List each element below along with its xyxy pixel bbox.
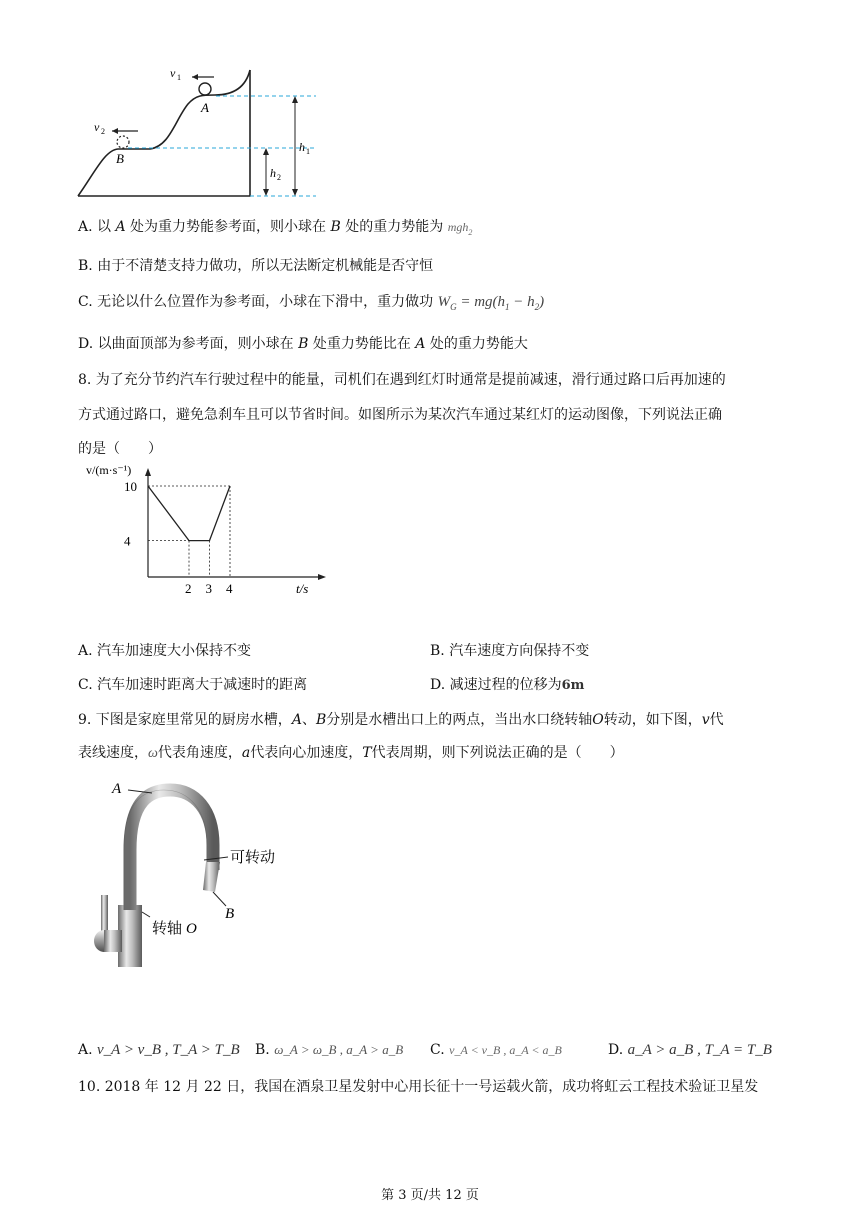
faucet-figure	[80, 776, 310, 986]
ball-a	[199, 83, 211, 95]
q9-option-b[interactable]	[255, 1040, 403, 1060]
label-v1-sub: 1	[177, 73, 181, 82]
label-v1: v	[170, 66, 176, 80]
q9-opt-c-label: C.	[430, 1042, 445, 1058]
q7-opt-a-formula-sub: 2	[468, 227, 473, 237]
x-tick-label: 3	[205, 581, 212, 596]
label-v2-sub: 2	[101, 127, 105, 136]
label-h2-sub: 2	[277, 173, 281, 182]
q8-option-b[interactable]: B. 汽车速度方向保持不变	[430, 643, 590, 659]
faucet-head	[203, 862, 220, 892]
q7-opt-d-text2: 处重力势能比在	[312, 336, 411, 352]
q8-option-d[interactable]	[430, 675, 584, 696]
q7-opt-a-text3: 处的重力势能为	[345, 219, 444, 235]
q7-opt-a-formula: mgh	[447, 220, 469, 234]
label-a: A	[201, 100, 209, 115]
q9-opt-d-formula: a_A > a_B , T_A = T_B	[627, 1042, 772, 1058]
q9-opt-a-label: A.	[78, 1042, 93, 1058]
q7-opt-a-text: A. 以	[78, 219, 112, 235]
x-axis-label: t/s	[296, 581, 309, 596]
q9-option-a[interactable]	[78, 1040, 240, 1060]
x-tick-label: 2	[185, 581, 192, 596]
q9-option-d[interactable]	[608, 1040, 772, 1060]
q9-opt-b-label: B.	[255, 1042, 270, 1058]
q9-opt-d-label: D.	[608, 1042, 624, 1058]
q8-stem-line3: 的是（ ）	[78, 441, 162, 457]
q8-opt-d-value: 6m	[561, 678, 585, 693]
q7-opt-a-var: A	[115, 219, 126, 235]
q7-option-d[interactable]	[78, 334, 528, 354]
label-b: B	[116, 151, 124, 166]
faucet-lever	[101, 895, 108, 933]
q7-option-a[interactable]	[78, 217, 472, 243]
q7-opt-d-var2: A	[415, 336, 426, 352]
faucet-label-a: A	[112, 781, 122, 797]
vt-series-line	[148, 486, 230, 541]
omega-symbol: ω	[148, 746, 158, 761]
q7-opt-d-var: B	[298, 336, 309, 352]
y-tick-label: 10	[124, 479, 137, 494]
q9-opt-b-formula: ω_A > ω_B , a_A > a_B	[274, 1042, 404, 1057]
y-axis-label: v/(m·s⁻¹)	[86, 463, 132, 477]
q9-opt-a-formula: v_A > v_B , T_A > T_B	[97, 1042, 240, 1058]
q7-opt-a-var2: B	[330, 219, 341, 235]
q9-opt-c-formula: v_A < v_B , a_A < a_B	[449, 1043, 562, 1057]
q7-opt-d-text3: 处的重力势能大	[429, 336, 528, 352]
q9-stem-line2: 表线速度，ω代表角速度，a代表向心加速度，T代表周期，则下列说法正确的是（ ）	[78, 745, 624, 761]
q7-opt-c-text: C. 无论以什么位置作为参考面，小球在下滑中，重力做功	[78, 294, 434, 310]
faucet-label-b: B	[225, 906, 235, 922]
q7-opt-a-text2: 处为重力势能参考面，则小球在	[130, 219, 327, 235]
faucet-neck	[130, 790, 213, 910]
faucet-label-axis: 转轴	[152, 921, 183, 937]
q10-stem-line1: 10. 2018 年 12 月 22 日，我国在酒泉卫星发射中心用长征十一号运载火箭，成功将虹云工程技术验证卫星发	[78, 1079, 759, 1095]
q7-option-c[interactable]	[78, 292, 544, 317]
q8-option-a[interactable]: A. 汽车加速度大小保持不变	[78, 643, 252, 659]
q7-option-b[interactable]: B. 由于不清楚支持力做功，所以无法断定机械能是否守恒	[78, 258, 434, 274]
q8-stem-line1: 8. 为了充分节约汽车行驶过程中的能量，司机们在遇到红灯时通常是提前减速，滑行通过路口后再加速的	[78, 372, 726, 388]
vt-chart	[80, 458, 340, 598]
q9-option-c[interactable]	[430, 1040, 562, 1060]
ball-b	[117, 136, 129, 148]
label-h1: h	[299, 140, 305, 154]
faucet-label-o: O	[186, 921, 197, 937]
y-tick-label: 4	[124, 533, 131, 549]
q7-opt-d-text: D. 以曲面顶部为参考面，则小球在	[78, 336, 294, 352]
page-footer: 第 3 页/共 12 页	[381, 1188, 479, 1203]
q8-stem-line2: 方式通过路口，避免急刹车且可以节省时间。如图所示为某次汽车通过某红灯的运动图像，下列说法正确	[78, 407, 722, 423]
slope-figure	[70, 60, 400, 210]
faucet-label-rotatable: 可转动	[230, 850, 276, 866]
q8-option-c[interactable]: C. 汽车加速时距离大于减速时的距离	[78, 677, 308, 693]
label-v2: v	[94, 120, 100, 134]
q8-opt-d-text: D. 减速过程的位移为	[430, 677, 562, 693]
q7-opt-c-formula: $W_G = mg(h_1 - h_2)$	[437, 294, 545, 312]
q9-stem-line1: 9. 下图是家庭里常见的厨房水槽，A、B分别是水槽出口上的两点，当出水口绕转轴O转动，如下图，v代	[78, 712, 724, 728]
label-h1-sub: 1	[306, 147, 310, 156]
label-h2: h	[270, 166, 276, 180]
x-tick-label: 4	[226, 581, 233, 596]
